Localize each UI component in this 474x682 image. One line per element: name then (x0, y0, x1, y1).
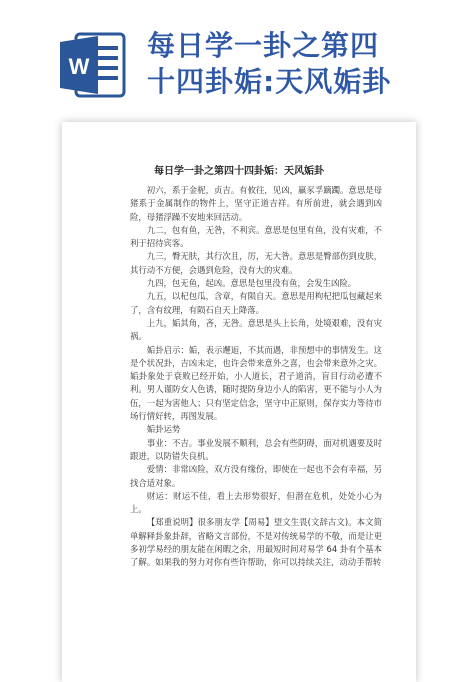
page-headline (147, 28, 467, 100)
svg-text:W: W (68, 54, 90, 79)
paragraph-love: 爱情：非常凶险，双方没有缘份，即使在一起也不会有幸福，另找合适对象。 (130, 464, 382, 488)
document-page (62, 122, 416, 682)
paragraph-chu-liu: 初六，系于金柅，贞吉。有攸往，见凶，羸豕孚蹢躅。意思是母猪系于金属制作的物件上，坚守正道吉祥。有所前进，就会遇到凶险，母猪浮躁不安地来回活动。 (130, 185, 382, 222)
paragraph-wealth: 财运：财运不佳，看上去形势很好，但潜在危机，处处小心为上。 (130, 490, 382, 515)
paragraph-notice: 【郑重说明】很多朋友学【周易】望文生畏(文辞古文)。本文简单解释卦象卦辞，省略文言部份，不是对传统易学的不敬，而是让更多初学易经的朋友能在闲暇之余，用最短时间对易学 64 卦有个基本了解。如果我的努力对你有些许帮助，你可以持续关注，动动手帮转 (130, 517, 382, 568)
paragraph-shang-jiu: 上九，姤其角，吝，无咎。意思是头上长角，处境艰难，没有灾祸。 (130, 317, 382, 342)
word-document-icon (58, 30, 128, 100)
paragraph-career: 事业：不吉。事业发展不顺利，总会有些阴碍，面对机遇要及时跟进，以防错失良机。 (130, 437, 382, 461)
document-body (130, 184, 382, 570)
paragraph-revelation: 姤卦启示：姤，表示邂逅，不其而遇，非预想中的事情发生。这是个状况卦，吉凶未定，也许会带来意外之喜，也会带来意外之灾。姤卦象处于衰败已经开始，小人道长，君子道消，盲目行动必遭不利。男人谨防女人色诱，随时提防身边小人的陷害，更不能与小人为伍，一起为害他人；只有坚定信念，坚守中正原则，保存实力等待市场行情好转，再图发展。 (130, 344, 382, 422)
paragraph-fortune-heading: 姤卦运势 (146, 424, 181, 435)
document-title: 每日学一卦之第四十四卦姤：天风姤卦 (154, 166, 324, 177)
paragraph-jiu-san: 九三，臀无肤，其行次且，厉，无大咎。意思是臀部伤到皮肤，其行动不方便，会遇到危险，没有大的灾难。 (130, 251, 382, 275)
paragraph-jiu-si: 九四，包无鱼，起凶。意思是包里没有鱼，会发生凶险。 (146, 278, 357, 289)
paragraph-jiu-wu: 九五，以杞包瓜，含章，有陨自天。意思是用枸杞把瓜包藏起来了，含有纹理，有陨石自天上降落。 (130, 291, 382, 315)
headline-line-2: 十四卦姤:天风姤卦 (147, 65, 392, 98)
headline-line-1: 每日学一卦之第四 (147, 29, 380, 62)
paragraph-jiu-er: 九二，包有鱼，无咎，不利宾。意思是包里有鱼，没有灾难，不利于招待宾客。 (130, 224, 382, 249)
